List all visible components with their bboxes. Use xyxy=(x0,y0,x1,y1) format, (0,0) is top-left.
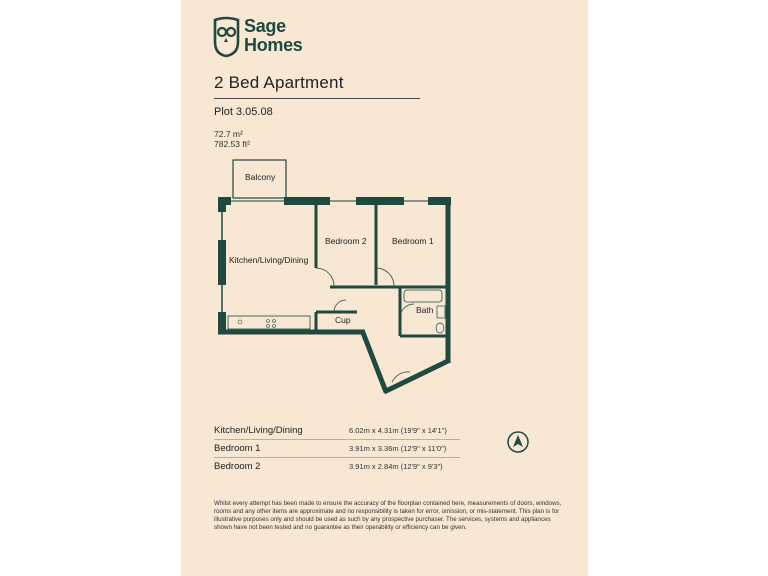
area-square-feet: 782.53 ft² xyxy=(214,139,250,149)
page-title: 2 Bed Apartment xyxy=(214,73,344,92)
brand-name-line2: Homes xyxy=(244,35,303,55)
door-bed1 xyxy=(376,268,394,286)
room-name: Kitchen/Living/Dining xyxy=(214,425,303,436)
door-bath xyxy=(400,304,414,318)
room-dimensions-table xyxy=(214,422,460,475)
area-square-metres: 72.7 m² xyxy=(214,129,243,139)
label-cupboard: Cup xyxy=(335,315,351,325)
label-balcony: Balcony xyxy=(245,172,276,182)
plot-number: Plot 3.05.08 xyxy=(214,106,273,118)
table-row xyxy=(214,440,460,458)
room-name: Bedroom 2 xyxy=(214,461,261,472)
table-row xyxy=(214,458,460,475)
brand-name-line1: Sage xyxy=(244,16,286,36)
table-row xyxy=(214,422,460,440)
door-cup xyxy=(334,300,346,312)
north-arrow-icon xyxy=(507,431,529,453)
label-bedroom-2: Bedroom 2 xyxy=(325,236,367,246)
label-bath: Bath xyxy=(416,305,434,315)
room-dimensions: 3.91m x 2.84m (12'9" x 9'3") xyxy=(349,462,443,471)
door-bed2 xyxy=(316,268,334,286)
wall-diagonal-right xyxy=(384,360,450,392)
bath-tub xyxy=(404,290,442,302)
room-dimensions: 6.02m x 4.31m (19'9" x 14'1") xyxy=(349,426,447,435)
disclaimer-text: Whilst every attempt has been made to ensure the accuracy of the floorplan contained here, measurements of doors, windows, rooms and any other items are approximate and no responsibility is taken for error, omission, or mis-statement. This plan is for illustrative purposes only and should be used as such by any prospective purchaser. The services, systems and appliances shown have not been tested and no guarantee as their operability or efficiency can be given. xyxy=(214,500,562,531)
room-dimensions: 3.91m x 3.36m (12'9" x 11'0") xyxy=(349,444,447,453)
wall-diagonal xyxy=(362,330,386,392)
label-kitchen-living-dining: Kitchen/Living/Dining xyxy=(229,255,309,265)
room-name: Bedroom 1 xyxy=(214,443,261,454)
label-bedroom-1: Bedroom 1 xyxy=(392,236,434,246)
